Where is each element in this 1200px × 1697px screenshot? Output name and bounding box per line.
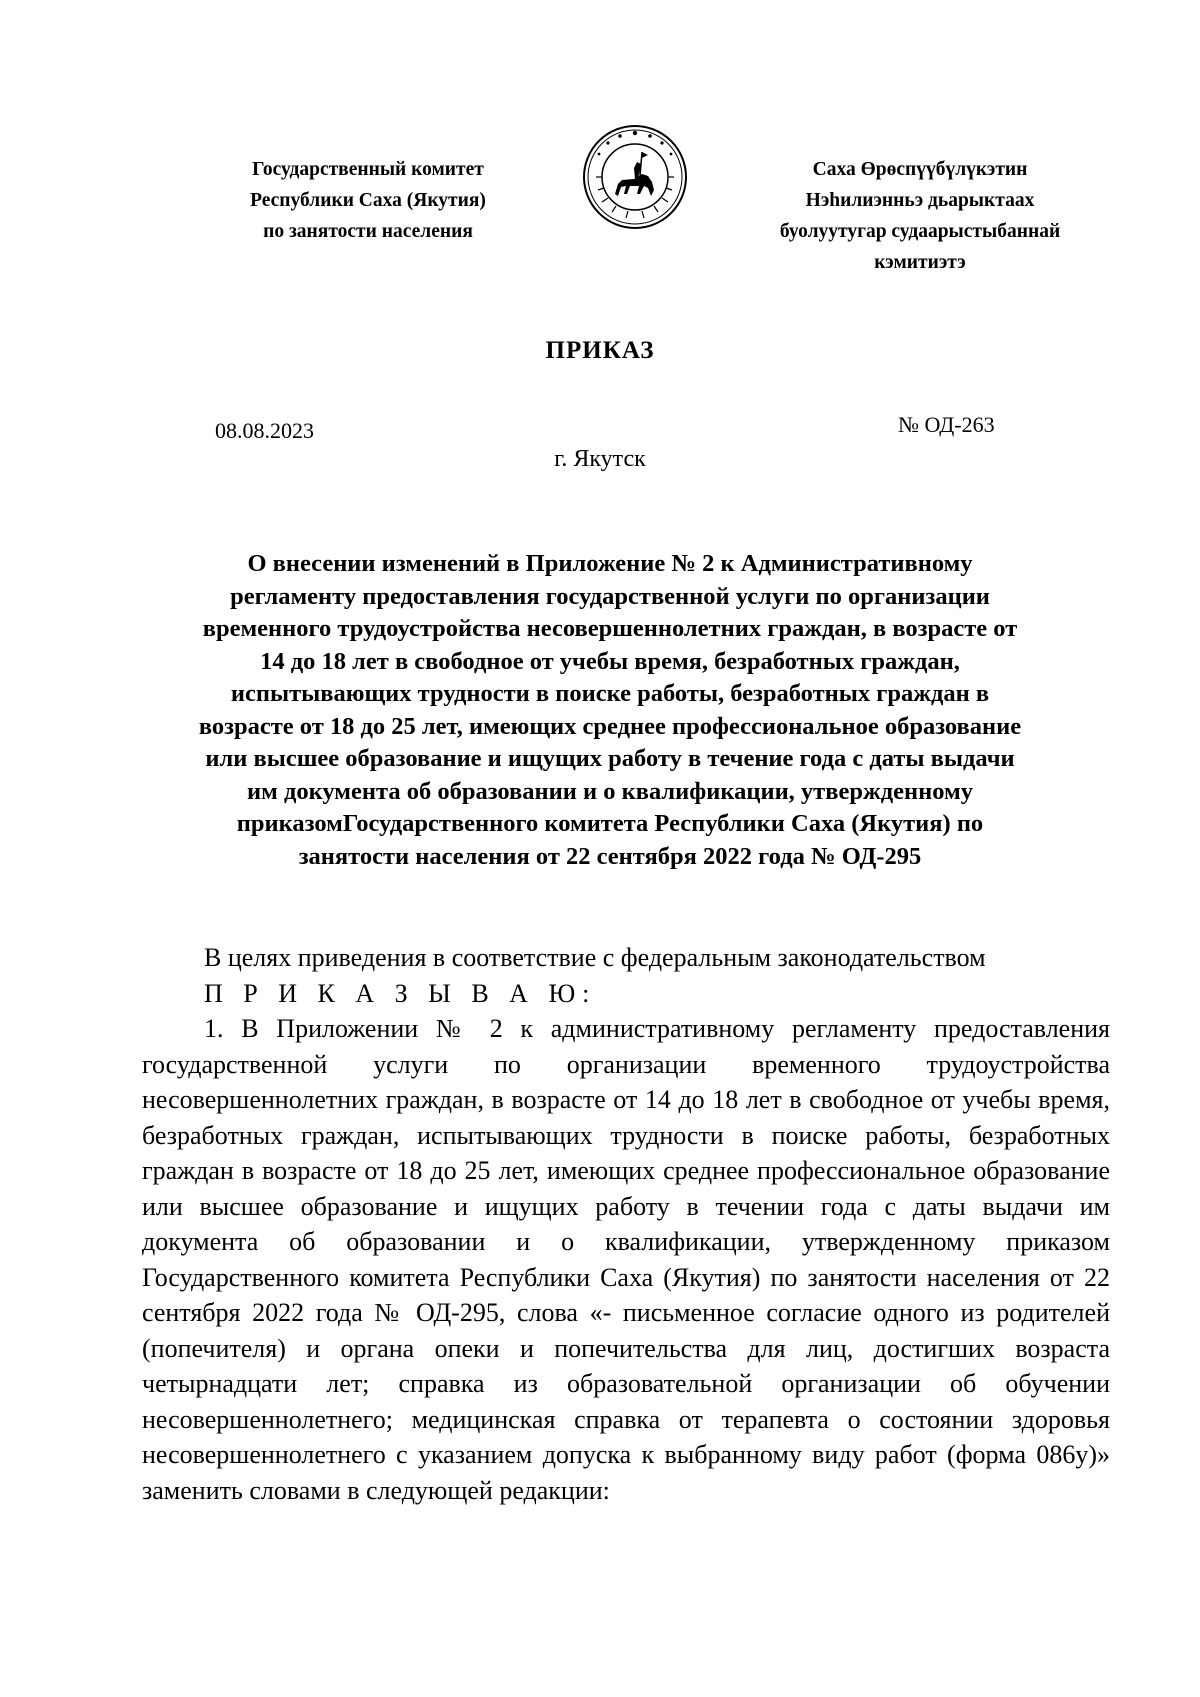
- issuer-line: буолуутугар судаарыстыбаннай: [779, 221, 1061, 242]
- document-number: № ОД-263: [898, 412, 995, 437]
- document-title: [140, 548, 1080, 873]
- title-line: испытывающих трудности в поиске работы, безработных граждан в: [230, 680, 990, 707]
- issuer-line: Республики Саха (Якутия): [250, 190, 486, 211]
- title-line: приказомГосударственного комитета Республики Саха (Якутия) по: [236, 810, 984, 837]
- title-line: или высшее образование и ищущих работу в течение года с даты выдачи: [205, 745, 1015, 772]
- title-line: занятости населения от 22 сентября 2022 года № ОД-295: [298, 842, 922, 870]
- title-line: регламенту предоставления государственной услуги по организации: [230, 582, 990, 610]
- document-date: 08.08.2023: [215, 418, 314, 443]
- intro-paragraph: В целях приведения в соответствие с федеральным законодательством: [204, 943, 986, 972]
- document-type: ПРИКАЗ: [545, 337, 655, 364]
- title-line: возрасте от 18 до 25 лет, имеющих среднее профессиональное образование: [198, 712, 1022, 740]
- issuer-line: кэмитиэтэ: [874, 252, 966, 273]
- title-line: временного трудоустройства несовершеннолетних граждан, в возрасте от: [202, 615, 1018, 642]
- issuer-line: Саха Өрөспүүбүлүкэтин: [812, 159, 1028, 180]
- document-body: [142, 940, 1110, 1508]
- title-line: 14 до 18 лет в свободное от учебы время, безработных граждан,: [260, 647, 960, 675]
- coat-of-arms-icon: [582, 124, 688, 230]
- order-word: П Р И К А З Ы В А Ю:: [204, 978, 597, 1008]
- issuer-line: по занятости населения: [263, 221, 473, 242]
- paragraph-1: 1. В Приложении № 2 к административному регламенту предоставления государственной услуги по организации временного трудоустройства несовершеннолетних граждан, в возрасте от 14 до 18 лет в свободное от учебы время, безработных граждан, испытывающих трудности в поиске работы, безработных граждан в возрасте от 18 до 25 лет, имеющих среднее профессиональное образование или высшее образование и ищущих работу в течении года с даты выдачи им документа об образовании и о квалификации, утвержденному приказом Государственного комитета Республики Саха (Якутия) по занятости населения от 22 сентября 2022 года № ОД-295, слова «- письменное согласие одного из родителей (попечителя) и органа опеки и попечительства для лиц, достигших возраста четырнадцати лет; справка из образовательной организации об обучении несовершеннолетнего; медицинская справка от терапевта о состоянии здоровья несовершеннолетнего с указанием допуска к выбранному виду работ (форма 086у)» заменить словами в следующей редакции:: [142, 1014, 1110, 1505]
- issuer-name-yakut: [730, 154, 1110, 278]
- document-place: г. Якутск: [554, 446, 646, 472]
- issuer-line: Нэһилиэнньэ дьарыктаах: [805, 190, 1035, 211]
- issuer-line: Государственный комитет: [252, 159, 484, 180]
- title-line: им документа об образовании и о квалификации, утвержденному: [247, 777, 973, 805]
- issuer-name-russian: [198, 154, 538, 247]
- title-line: О внесении изменений в Приложение № 2 к Административному: [247, 550, 973, 577]
